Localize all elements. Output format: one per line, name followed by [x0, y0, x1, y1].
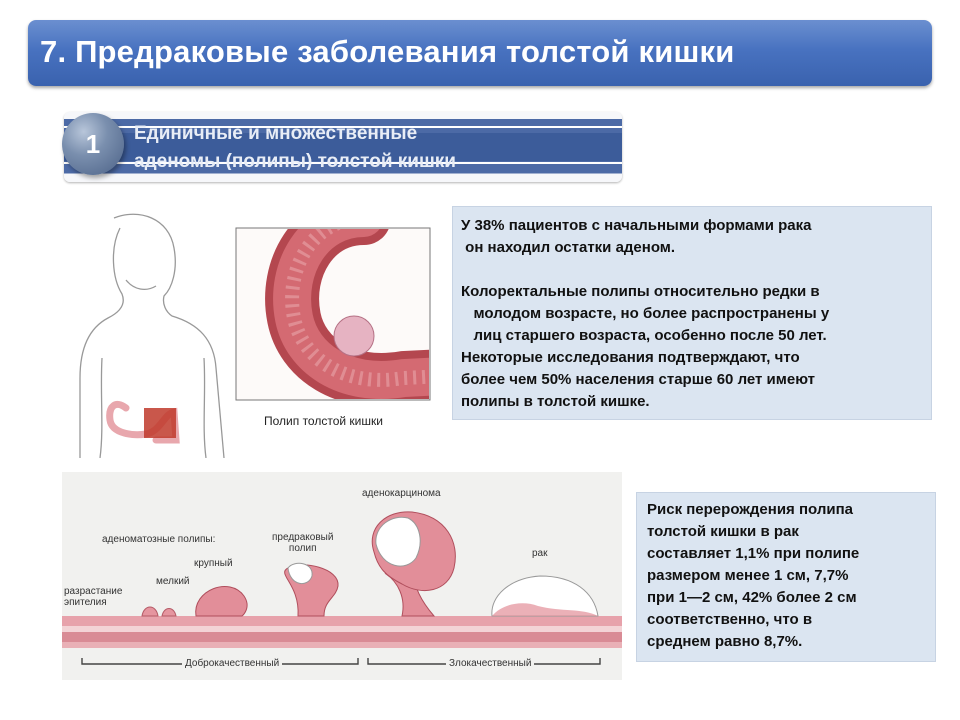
- label-epithelium-1: разрастание: [64, 586, 123, 597]
- label-cancer: рак: [532, 548, 548, 559]
- colon-figure: [64, 208, 442, 458]
- subhead-line-1: Единичные и множественные: [134, 123, 418, 144]
- tissue-layer-1: [62, 616, 622, 626]
- risk-line: среднем равно 8,7%.: [647, 633, 803, 650]
- number-badge: 1: [62, 113, 124, 175]
- label-adenocarcinoma: аденокарцинома: [362, 488, 441, 499]
- info-box: [452, 206, 932, 420]
- risk-line: соответственно, что в: [647, 611, 813, 628]
- tissue-layer-2: [62, 632, 622, 642]
- label-large: крупный: [194, 558, 233, 569]
- label-premalignant: [272, 532, 333, 554]
- info-line: Колоректальные полипы относительно редки в: [461, 283, 820, 300]
- info-line: молодом возрасте, но более распространены у: [461, 305, 830, 322]
- subhead-line-2: аденомы (полипы) толстой кишки: [134, 151, 456, 170]
- label-malignant: Злокачественный: [446, 658, 534, 669]
- info-line: Некоторые исследования подтверждают, что: [461, 349, 800, 366]
- label-premalignant-1: предраковый: [272, 532, 334, 543]
- risk-box: [636, 492, 936, 662]
- info-line: [461, 259, 829, 281]
- label-benign: Доброкачественный: [182, 658, 282, 669]
- info-line: У 38% пациентов с начальными формами рака: [461, 217, 812, 234]
- label-premalignant-2: полип: [288, 543, 317, 554]
- risk-line: размером менее 1 см, 7,7%: [647, 567, 849, 584]
- label-small: мелкий: [156, 576, 190, 587]
- body-colon-highlight: [144, 408, 176, 438]
- info-line: он находил остатки аденом.: [461, 239, 676, 256]
- colon-illustration: [64, 208, 442, 458]
- info-line: лиц старшего возраста, особенно после 50 лет.: [461, 327, 827, 344]
- label-epithelium-2: эпителия: [64, 597, 107, 608]
- label-adenomatous: аденоматозные полипы:: [102, 534, 216, 545]
- info-box-text: [461, 215, 829, 413]
- slide-title: 7. Предраковые заболевания толстой кишки: [40, 34, 735, 69]
- risk-line: составляет 1,1% при полипе: [647, 545, 860, 562]
- info-line: полипы в толстой кишке.: [461, 393, 650, 410]
- polyp-stages-figure: [62, 472, 622, 680]
- polyp-stages-illustration: [62, 472, 622, 680]
- risk-line: Риск перерождения полипа: [647, 501, 853, 518]
- risk-box-text: [647, 499, 859, 653]
- colon-caption: Полип толстой кишки: [264, 414, 383, 428]
- label-epithelium: [64, 586, 122, 608]
- polyp-shape: [334, 316, 374, 356]
- info-line: более чем 50% населения старше 60 лет имеют: [461, 371, 815, 388]
- risk-line: при 1—2 см, 42% более 2 см: [647, 589, 857, 606]
- risk-line: толстой кишки в рак: [647, 523, 799, 540]
- subhead-text: [134, 120, 604, 170]
